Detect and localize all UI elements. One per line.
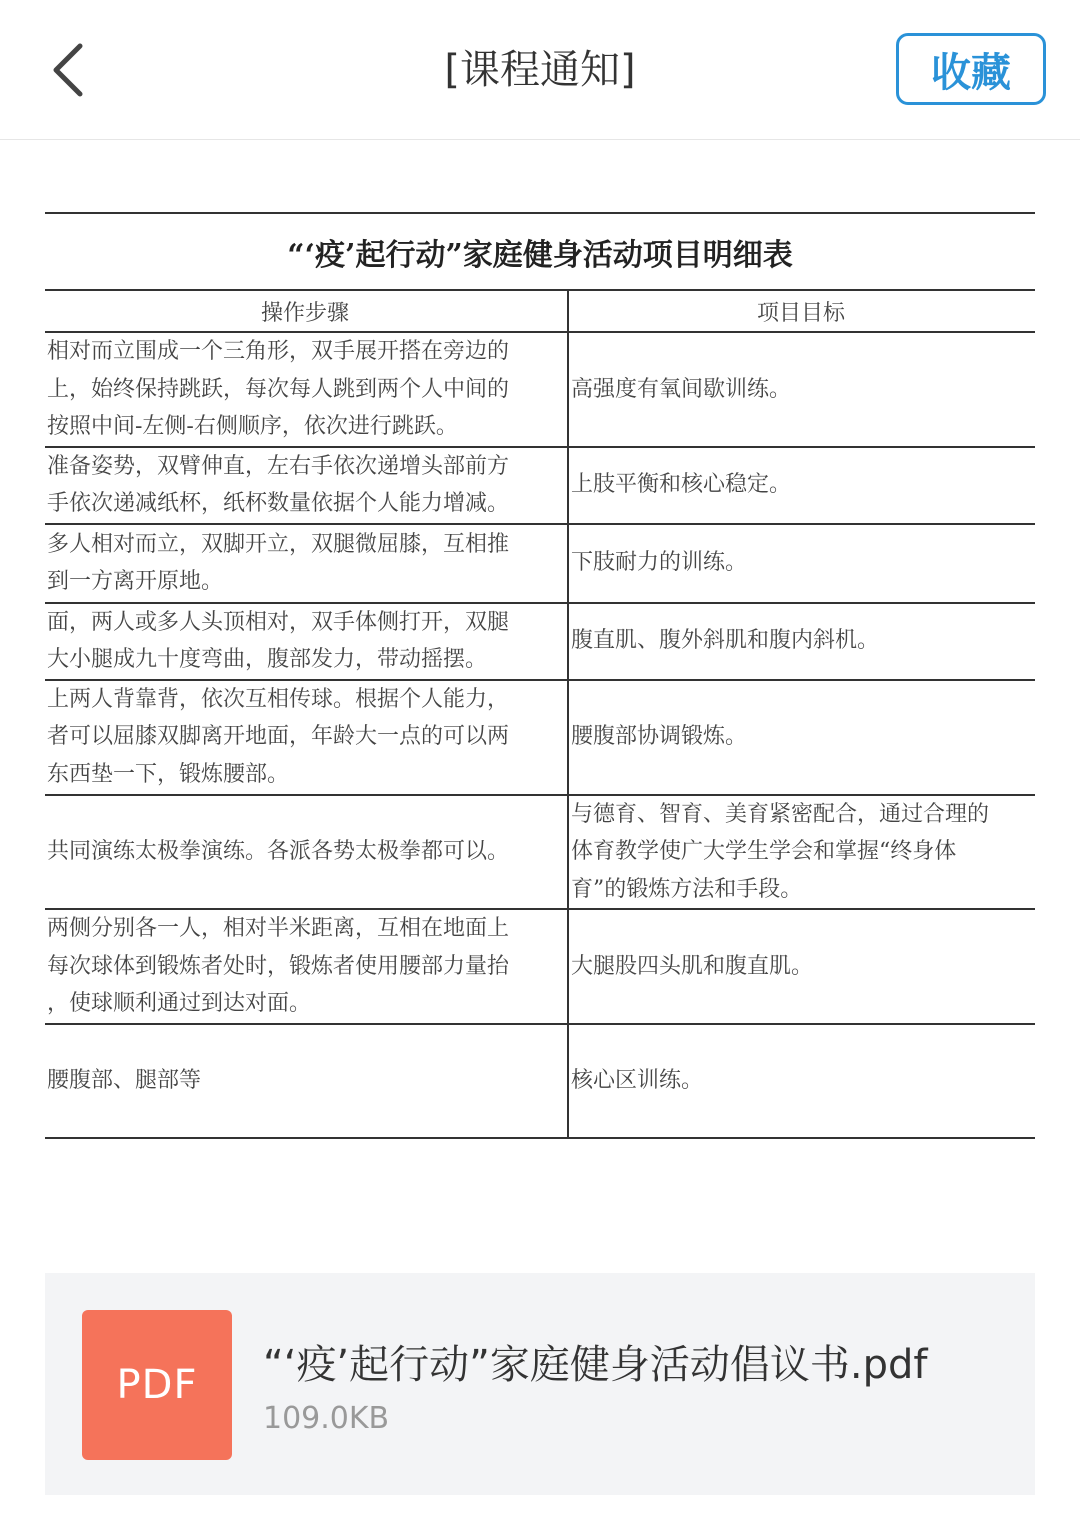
cell-text-line: 东西垫一下，锻炼腰部。 <box>47 761 290 787</box>
attachment-file-size: 109.0KB <box>263 1401 390 1436</box>
cell-text-line: 手依次递减纸杯，纸杯数量依据个人能力增减。 <box>47 491 510 516</box>
cell-steps <box>45 680 568 795</box>
cell-text-line: 下肢耐力的训练。 <box>571 550 748 576</box>
cell-goal <box>568 680 1035 795</box>
cell-goal <box>568 1024 1035 1138</box>
column-header-goal: 项目目标 <box>568 291 1035 332</box>
cell-text-line: 与德育、智育、美育紧密配合，通过合理的 <box>571 801 990 827</box>
cell-text-line: 面，两人或多人头顶相对，双手体侧打开，双腿 <box>47 609 510 635</box>
cell-text-line: 者可以屈膝双脚离开地面，年龄大一点的可以两 <box>47 724 510 750</box>
cell-text-line: 育”的锻炼方法和手段。 <box>571 876 803 902</box>
cell-text-line: 每次球体到锻炼者处时，锻炼者使用腰部力量抬 <box>47 953 510 979</box>
cell-text-line: 上两人背靠背，依次互相传球。根据个人能力， <box>47 686 510 712</box>
document-image <box>45 212 1035 1139</box>
table-row <box>45 680 1035 795</box>
cell-goal <box>568 909 1035 1024</box>
cell-text-line: 按照中间-左侧-右侧顺序，依次进行跳跃。 <box>47 414 458 439</box>
cell-goal <box>568 447 1035 524</box>
cell-steps <box>45 603 568 680</box>
cell-text-line: 上，始终保持跳跃，每次每人跳到两个人中间的 <box>47 376 510 402</box>
cell-steps <box>45 447 568 524</box>
favorite-button[interactable]: 收藏 <box>896 33 1046 105</box>
table-row <box>45 795 1035 910</box>
cell-steps <box>45 909 568 1024</box>
table-header-row <box>45 291 1035 332</box>
cell-text-line: 共同演练太极拳演练。各派各势太极拳都可以。 <box>47 839 510 864</box>
page-title: [课程通知] <box>444 47 636 93</box>
cell-steps <box>45 524 568 603</box>
cell-steps <box>45 1024 568 1138</box>
column-header-steps: 操作步骤 <box>45 291 568 332</box>
cell-goal <box>568 332 1035 447</box>
cell-text-line: 两侧分别各一人，相对半米距离，互相在地面上 <box>47 916 510 941</box>
cell-text-line: 腰腹部、腿部等 <box>47 1067 202 1093</box>
table-row <box>45 909 1035 1024</box>
cell-text-line: 高强度有氧间歇训练。 <box>571 376 792 402</box>
cell-text-line: 核心区训练。 <box>571 1067 704 1093</box>
attachment-file-name: “‘疫’起行动”家庭健身活动倡议书.pdf <box>263 1342 928 1388</box>
chevron-left-icon <box>48 42 88 98</box>
cell-text-line: 多人相对而立，双脚开立，双腿微屈膝，互相推 <box>47 531 510 557</box>
document-title: “‘疫’起行动”家庭健身活动项目明细表 <box>45 212 1035 291</box>
cell-text-line: 腹直肌、腹外斜肌和腹内斜机。 <box>571 628 880 654</box>
pdf-file-icon: PDF <box>82 1310 232 1460</box>
table-row <box>45 332 1035 447</box>
cell-text-line: 大小腿成九十度弯曲，腹部发力，带动摇摆。 <box>47 647 488 672</box>
activity-table <box>45 291 1035 1139</box>
cell-text-line: 上肢平衡和核心稳定。 <box>571 472 792 498</box>
table-row <box>45 603 1035 680</box>
cell-text-line: 到一方离开原地。 <box>47 569 224 594</box>
cell-text-line: 大腿股四头肌和腹直肌。 <box>571 953 814 979</box>
cell-goal <box>568 795 1035 910</box>
table-row <box>45 447 1035 524</box>
cell-text-line: ，使球顺利通过到达对面。 <box>47 991 312 1016</box>
cell-steps <box>45 332 568 447</box>
table-row <box>45 1024 1035 1138</box>
back-button[interactable] <box>28 30 108 110</box>
cell-text-line: 相对而立围成一个三角形，双手展开搭在旁边的 <box>47 339 510 364</box>
cell-text-line: 腰腹部协调锻炼。 <box>571 724 748 750</box>
cell-text-line: 准备姿势，双臂伸直，左右手依次递增头部前方 <box>47 453 510 479</box>
cell-goal <box>568 603 1035 680</box>
cell-goal <box>568 524 1035 603</box>
cell-steps <box>45 795 568 910</box>
top-bar <box>0 0 1080 140</box>
cell-text-line: 体育教学使广大学生学会和掌握“终身体 <box>571 839 957 864</box>
attachment-card[interactable] <box>45 1273 1035 1495</box>
table-body <box>45 332 1035 1138</box>
table-row <box>45 524 1035 603</box>
